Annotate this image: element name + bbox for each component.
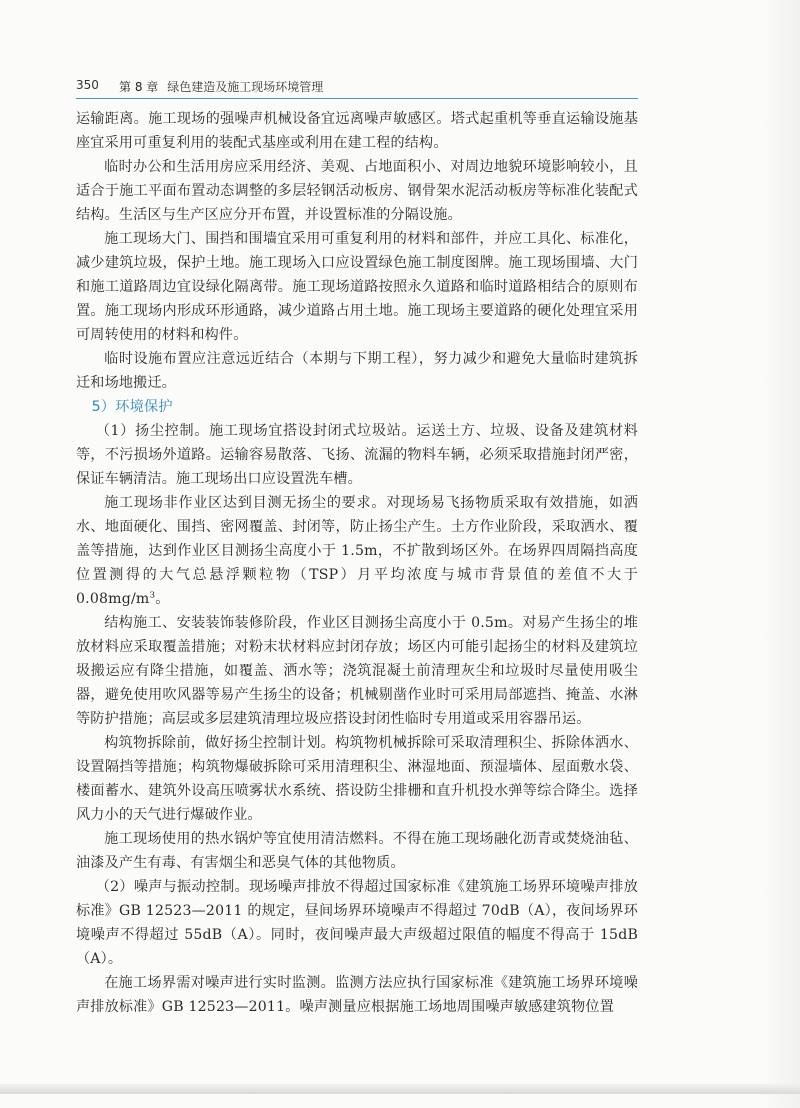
paragraph-temporary-facilities: 临时设施布置应注意远近结合（本期与下期工程），努力减少和避免大量临时建筑拆迁和场地搬迁。 bbox=[76, 351, 638, 391]
chapter-heading bbox=[119, 78, 323, 95]
paragraph-noise-control: （2）噪声与振动控制。现场噪声排放不得超过国家标准《建筑施工场界环境噪声排放标准》GB 12523—2011 的规定，昼间场界环境噪声不得超过 70dB（A），夜间场界环境噪声不得超过 55dB（A）。同时，夜间噪声最大声级超过限值的幅度不得高于 15dB（A）。 bbox=[76, 879, 638, 967]
paragraph-temporary-offices: 临时办公和生活用房应采用经济、美观、占地面积小、对周边地貌环境影响较小，且适合于施工平面布置动态调整的多层轻钢活动板房、钢骨架水泥活动板房等标准化装配式结构。生活区与生产区应分开布置，并设置标准的分隔设施。 bbox=[76, 159, 638, 223]
body-text bbox=[76, 107, 638, 1019]
chapter-title: 绿色建造及施工现场环境管理 bbox=[167, 80, 324, 94]
paragraph-demolition: 构筑物拆除前，做好扬尘控制计划。构筑物机械拆除可采取清理积尘、拆除体洒水、设置隔挡等措施；构筑物爆破拆除可采用清理积尘、淋湿地面、预湿墙体、屋面敷水袋、楼面蓄水、建筑外设高压喷雾状水系统、搭设防尘排栅和直升机投水弹等综合降尘。选择风力小的天气进行爆破作业。 bbox=[76, 735, 638, 823]
paragraph-structure-stage: 结构施工、安装装饰装修阶段，作业区目测扬尘高度小于 0.5m。对易产生扬尘的堆放材料应采取覆盖措施；对粉末状材料应封闭存放；场区内可能引起扬尘的材料及建筑垃圾搬运应有降尘措施，如覆盖、洒水等；浇筑混凝土前清理灰尘和垃圾时尽量使用吸尘器，避免使用吹风器等易产生扬尘的设备；机械剔凿作业时可采用局部遮挡、掩盖、水淋等防护措施；高层或多层建筑清理垃圾应搭设封闭性临时专用道或采用容器吊运。 bbox=[76, 615, 638, 727]
section-heading-environmental-protection: 5）环境保护 bbox=[91, 399, 173, 415]
paragraph-dust-control: （1）扬尘控制。施工现场宜搭设封闭式垃圾站。运送土方、垃圾、设备及建筑材料等，不污损场外道路。运输容易散落、飞扬、流漏的物料车辆，必须采取措施封闭严密，保证车辆清洁。施工现场出口应设置洗车槽。 bbox=[76, 423, 638, 487]
paragraph-clean-fuel: 施工现场使用的热水锅炉等宜使用清洁燃料。不得在施工现场融化沥青或焚烧油毡、油漆及产生有毒、有害烟尘和恶臭气体的其他物质。 bbox=[76, 831, 638, 871]
paragraph-continued: 运输距离。施工现场的强噪声机械设备宜远离噪声敏感区。塔式起重机等垂直运输设施基座宜采用可重复利用的装配式基座或利用在建工程的结构。 bbox=[76, 111, 638, 151]
chapter-number: 第 8 章 bbox=[119, 80, 159, 94]
scan-shadow-bottom bbox=[0, 1084, 800, 1094]
paragraph-dust-nonwork-area bbox=[76, 491, 638, 611]
page-number: 350 bbox=[76, 78, 99, 92]
dust-nonwork-end: 。 bbox=[155, 591, 170, 607]
superscript-cubed: 3 bbox=[149, 590, 156, 601]
scan-shadow-right bbox=[760, 0, 800, 1108]
paragraph-noise-monitoring: 在施工场界需对噪声进行实时监测。监测方法应执行国家标准《建筑施工场界环境噪声排放标准》GB 12523—2011。噪声测量应根据施工场地周围噪声敏感建筑物位置 bbox=[76, 975, 638, 1015]
dust-nonwork-text: 施工现场非作业区达到目测无扬尘的要求。对现场易飞扬物质采取有效措施，如洒水、地面硬化、围挡、密网覆盖、封闭等，防止扬尘产生。土方作业阶段，采取洒水、覆盖等措施，达到作业区目测扬尘高度小于 1.5m，不扩散到场区外。在场界四周隔挡高度位置测得的大气总悬浮颗粒物（TSP）月平均浓度与城市背景值的差值不大于 0.08mg/m bbox=[76, 495, 638, 607]
running-header bbox=[76, 74, 638, 99]
paragraph-gates-and-roads: 施工现场大门、围挡和围墙宜采用可重复利用的材料和部件，并应工具化、标准化，减少建筑垃圾，保护土地。施工现场入口应设置绿色施工制度图牌。施工现场围墙、大门和施工道路周边宜设绿化隔离带。施工现场道路按照永久道路和临时道路相结合的原则布置。施工现场内形成环形通路，减少道路占用土地。施工现场主要道路的硬化处理宜采用可周转使用的材料和构件。 bbox=[76, 231, 638, 343]
